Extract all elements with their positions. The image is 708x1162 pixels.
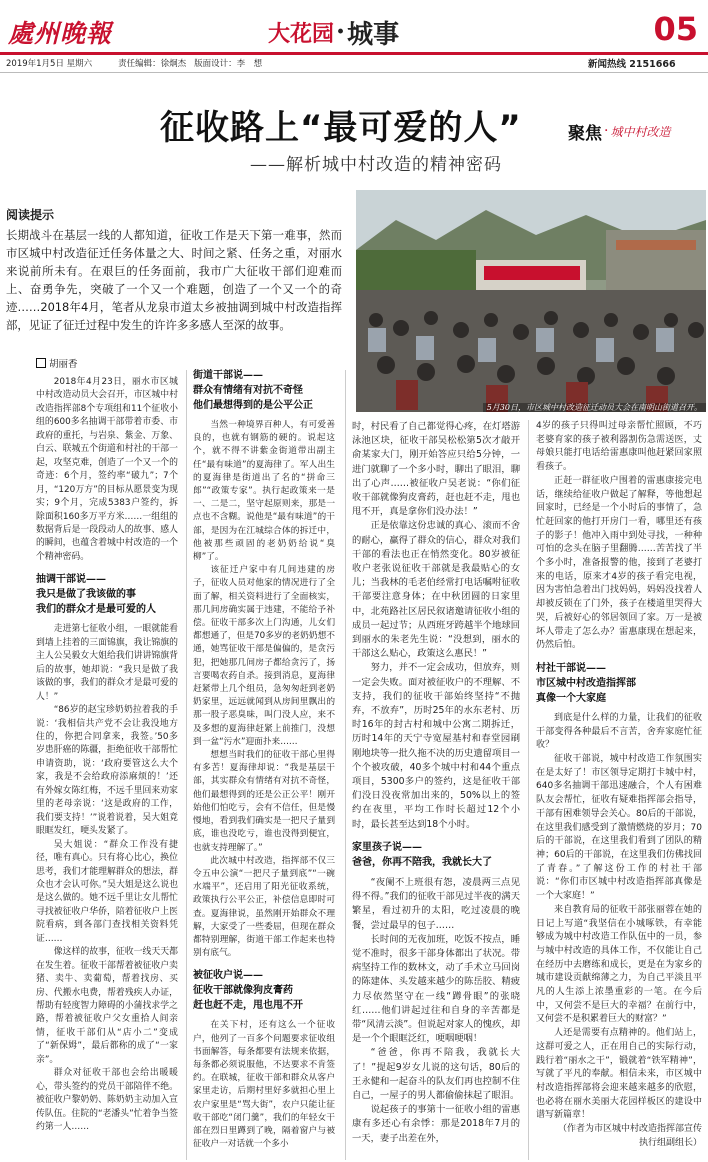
- headline: 征收路上“最可爱的人”: [160, 108, 522, 148]
- paragraph: 正赶一群征收户围着的雷惠康接完电话，继续给征收户做起了解释，等他想起回家时，已经是一个小时后的事情了，急忙赶回家的他打开房门一看，哪里还有孩子的影子！他冲入雨中到处寻找，一种种可怕的念头在脑子里翻腾……苦苦找了半个多小时，准备报警的他，接到了老婆打来的电话，原来才4岁的孩子看完电视，因为害怕急着出门找妈妈，妈妈没找着人却被反锁在了门外，孩子在楼道里哭得大哭，后被好心的邻居领回了家。万一是被坏人带走了怎么办？雷惠康现在想起来，仍然后怕。: [536, 475, 702, 651]
- paragraph: 说起孩子的事第十一征收小组的雷惠康有多还心有余悸：那是2018年7月的一天，妻子出差在外，: [352, 1104, 520, 1144]
- paragraph: 时，村民看了自己都觉得心疼，在灯塔游泳池区块，征收干部吴松松第5次才敲开俞某家大门，刚开始答应只给5分钟，一进门就聊了一个多小时，聊出了眼泪，聊出了心声……被征收户吴老说：“你们征收干部就像狗皮膏药，赶也赶不走，甩也甩不开，真是拿你们没办法！”: [352, 421, 520, 518]
- paragraph: “爸爸，你再不陪我，我就长大了！”提起9岁女儿说的这句话，80后的王永健和一起奋斗的队友们再也控制不住自己，一屋子的男人都偷偷抹起了眼泪。: [352, 1047, 520, 1101]
- paragraph: 人还是需要有点精神的。他们站上，这群可爱之人，正在用自己的实际行动，践行着“丽水之干”，锻就着“铁军精神”，写就了平凡的奉献。相信未来，市区城中村改造指挥部将会迎来越来越多的欣慰，也必将在丽水美丽大花园样板区的建设中谱写新篇章！: [536, 1028, 702, 1121]
- intro-text: 长期战斗在基层一线的人都知道，征收工作是天下第一难事，然而市区城中村改造征迁任务体量之大、时间之紧、任务之重，对丽水来说前所未有。在艰巨的任务面前，我市广大征收干部们迎难而上、奋勇争先，突破了一个又一个难题，创造了一个又一个的奇迹……2018年4月，笔者从龙泉市道太乡被抽调到城中村改造指挥部，见证了征迁过程中发生的许许多多感人至深的故事。: [6, 228, 342, 332]
- paragraph: 长时间的无夜加班，吃饭不按点，睡觉不准时，很多干部身体都出了状况。带病坚持工作的数林文，动了手术立马回岗的陈建体、头发越来越少的陈岳胶、精疲力尽依然坚守在一线“蹲骨眼”的张晓红……他们讲起过往和自身的辛苦都是带“风清云淡”。但说起对家人的愧疚，却是一个个眼眶泛红，哽咽哽咽！: [352, 933, 520, 1045]
- editor-credit: 责任编辑：徐炯杰: [118, 59, 187, 69]
- column-3: [352, 420, 520, 1146]
- subheadline: ——解析城中村改造的精神密码: [250, 155, 502, 175]
- column-divider: [345, 370, 346, 1160]
- page-number: 05: [653, 10, 698, 48]
- section-heading: 家里孩子说—— 爸爸，你再不陪我，我就长大了: [352, 841, 492, 868]
- intro-label: 阅读提示: [6, 208, 55, 222]
- paragraph: 2018年4月23日，丽水市区城中村改造动员大会召开，市区城中村改造指挥部8个专项组和11个征收小组的600多名抽调干部带着市委、市政府的重托，与岩泉、紫金、万象、白云、联城五个街道和村社的干部一起，攻坚克难，创造了一个又一个的奇迹：6个月，签约率“破九”；7个月，“120万方”的目标从愿景变为现实；9个月，完成5383户签约，拆除面积160多万平方米……一组组的数据背后是一段段动人的故事、感人的瞬间，也蕴含着城中村改造的一个个精神密码。: [36, 377, 178, 562]
- issue-date: 2019年1月5日 星期六: [6, 59, 93, 69]
- news-photo: [356, 190, 706, 412]
- topic-badge-sep: ·: [604, 123, 609, 139]
- paragraph: 4岁的孩子只得叫过母亲帮忙照顾，不巧老婆育家的孩子被利器割伤急需送医，丈母娘只能打电话给雷惠康叫他赶紧回家照看孩子。: [536, 421, 702, 473]
- column-divider: [186, 370, 187, 1160]
- meta-row: [6, 56, 706, 70]
- paragraph: 到底是什么样的力量，让我们的征收干部变得各种最后不言苦，舍弃家庭忙征收？: [536, 712, 702, 751]
- section-title: [268, 12, 399, 52]
- paragraph: “86岁的赵宝珍奶奶拉着我的手说：‘我相信共产党不会让我没地方住的，你把合同拿来，我签。’50多岁患肝癌的陈疆，拒绝征收干部帮忙申请资助，说：‘政府要管这么大个家，我是不会给政府添麻烦的！’还有外嫁女陈红梅，不远千里回来劝家里的老母亲说：‘这是政府的工作，我们要支持！’”说着说着，吴大姐竟眼眶发红，哽头发紧了。: [36, 705, 178, 837]
- photo-caption-text: 5月30日，市区城中村改造征迁动员大会在南明山街道召开。: [483, 403, 706, 412]
- paragraph: 征收干部说，城中村改造工作氛围实在是太好了！市区领导定期打卡城中村，640多名抽调干部迅速融合，个人有困难队友会帮忙，征收有疑难指挥部会指导，干部有困难领导会关心。80后的干部说，在这里我们感受到了激情燃烧的岁月；70后的干部说，在这里我们看到了团队的精神；60后的干部说，在这里我们仿佛找回了青春。”了解这份工作的村社干部说：“你们市区城中村改造指挥部真像是一个大家庭！”: [536, 754, 702, 902]
- paragraph: 当然一种境界百种人，有可爱善良的，也就有钢筋的硬的。说起这个，就不得不讲紫金街道带出副主任“最有味道”的夏海律了。军人出生的夏海律是街道出了名的“拼命三郎”“政策专家”。执行起政策来一是一、二是二，坚守起原则来，那是一点也不含糊。说他是“最有味道”的干部，是因为在江城综合体的拆迁中，他被那些顽固的老奶奶给说“臭柳”了。: [193, 420, 335, 563]
- topic-badge: [568, 120, 700, 142]
- paragraph: 在关下村，还有这么一个征收户，他列了一百多个问题要求征收组书面解答，每条都要有法规来依据，每条都必须说服他，不达要求不肯签约。在联城，征收干部和群众从客户家里走访，后期村里好多就担心里上农户家里是“骂大街”，农户只能让征收干部吃“闭门羹”，我们的年轻女干部在烈日里蹲到了晚，隔着窗户与被征收户一对话就一个多小: [193, 1020, 335, 1150]
- paragraph: 想想当时我们的征收干部心里得有多苦！夏海律却说：“我是基层干部，其实群众有情绪有对抗不奇怪，他们最想得到的还是公正公平！刚开始他们怕吃亏，会有不信任，但是慢慢地，看到我们确实是一把尺子量到底，谁也没吃亏，谁也没得到便宜，也就支持理解了。”: [193, 750, 335, 853]
- newspaper-logo: 處州晚報: [8, 19, 113, 48]
- paragraph: 走进第七征收小组，一眼就能看到墙上挂着的三面锦旗，我让锦旗的主人公吴毅女大姐给我们讲讲锦旗背后的故事，她却说：“我只是做了我该做的事，我们的群众才是最可爱的人！”: [36, 624, 178, 702]
- paragraph: 群众对征收干部也会给出暖暖心，带头签约的党员干部陪伴不绝。被征收户黎奶奶、陈奶奶主动加入宣传队伍。住院的“老潘头”忙着争当签约第一人……: [36, 1068, 178, 1133]
- column-divider: [528, 420, 529, 1160]
- section-heading: 被征收户说—— 征收干部就像狗皮膏药 赶也赶不走，甩也甩不开: [193, 970, 303, 1012]
- column-2: [193, 368, 335, 1151]
- paragraph: 像这样的故事，征收一线天天都在发生着。征收干部帮着被征收户卖猪、卖牛、卖葡萄，帮着找房、买房、代搬水电费，帮着残疾人办证，帮助有轻度智力障碍的小蒲找求学之路，帮着被征收户父女重拾人间亲情，征收干部们从“店小二”变成了“新保姆”，最后都称的成了“一家亲”。: [36, 947, 178, 1065]
- photo-caption: [356, 402, 706, 414]
- designer-credit: 版面设计：李 想: [194, 59, 263, 69]
- paragraph: 正是依靠这份忠诚的真心、滚而不舍的耐心，赢得了群众的信心，群众对我们干部的看法也正在悄然变化。80岁被征收户老张说征收干部就是我最贴心的女儿；当我林的毛老伯经常打电话嘱咐征收干部要注意身体；在中秋团圆的日家里中，北苑路社区居民叙诸邀请征收小组的成员一起过节；从西班牙跨越半个地球回到丽水的朱老先生说：“没想到，丽水的干部这么贴心，政策这么惠民！”: [352, 520, 520, 660]
- topic-badge-b: 城中村改造: [610, 124, 671, 139]
- paragraph: 该征迁户家中有几间违建的房子，征收人员对他家的情况进行了全面了解，相关资料进行了全面核实，那几间房确实属于违建，不能给予补偿。征收干部多次上门沟通，儿女们都想通了，但是70多岁的老奶奶想不通，她骂征收干部是偏偏的，是贪污犯，把她那几间房子都给贪污了，扬言要喝农药自杀。接到消息，夏海律赶紧带上几个组员，急匆匆赶到老奶奶家里，远远就闻到从房间里飘出的那一股子恶臭味，叫门没人应，来不及多想的夏海律赶紧上前推门，没想到一盆“污水”迎面扑来……: [193, 565, 335, 747]
- column-4: [536, 420, 702, 1150]
- news-hotline: 新闻热线 2151666: [588, 59, 676, 70]
- section-heading: 街道干部说—— 群众有情绪有对抗不奇怪 他们最想得到的是公平公正: [193, 370, 313, 411]
- column-1: [36, 376, 178, 1135]
- author-note: （作者为市区城中村改造指挥部宣传执行组副组长）: [557, 1124, 702, 1148]
- section-title-sep: ·: [336, 17, 346, 47]
- byline-author: 胡丽香: [49, 359, 78, 370]
- section-heading: 抽调干部说—— 我只是做了我该做的事 我们的群众才是最可爱的人: [36, 574, 156, 616]
- section-title-a: 大花园: [268, 21, 335, 47]
- paragraph: 此次城中村改造，指挥部不仅三令五申公演“一把尺子量到底”“一碗水端平”，还启用了阳光征收系统，政策执行公平公正，补偿信息即时可查。夏海律说，虽然刚开始群众不理解，大家受了一些委屈，但现在群众都特别理解，街道干部工作起来也特别有底气。: [193, 855, 335, 959]
- masthead-rule: [0, 52, 708, 55]
- byline: [36, 356, 78, 370]
- section-heading: 村社干部说—— 市区城中村改造指挥部 真像一个大家庭: [536, 662, 636, 704]
- topic-badge-a: 聚焦: [568, 123, 602, 144]
- byline-square-icon: [36, 358, 46, 368]
- paragraph: 吴大姐说：“群众工作没有捷径，唯有真心。只有将心比心，换位思考，我们才能理解群众的想法，群众也才会认可你。”吴大姐是这么说也是这么做的。她不远千里让女儿帮忙寻找被征收户华侨，陪着征收户上医院看病，到各部门查找相关资料凭证……: [36, 839, 178, 944]
- paragraph: “夜阑不上班很有怨，凌晨两三点见得不得。”我们的征收干部见过半夜的满天繁星，看过初升的太阳，吃过凌晨的晚餐，尝过最早的包子……: [352, 876, 520, 931]
- section-title-b: 城事: [347, 19, 400, 50]
- meta-rule: [0, 72, 708, 73]
- paragraph: 努力，并不一定会成功，但放弃，则一定会失败。面对被征收户的不理解、不支持，我们的征收干部始终坚持“不抛弃，不放弃”，历时25年的水东老村、历时16年的封古村和城中公寓二期拆迁，历时14年的天宁寺宽屋基村和春堂园刷刚地块等一批久拖不决的历史遗留项目一个个被攻破，40多个城中村和44个重点项目，5300多户的签约，这是征收干部们没日没夜常加出来的，50%以上的签约在夜里，平均工作时长超过12个小时，最长甚至达到18个小时。: [352, 662, 520, 830]
- photo-illustration: [356, 190, 706, 412]
- paragraph: 来自教育局的征收干部张丽蓉在她的日记上写道“我坚信在小城啄铁，有幸能够成为城中村改造工作队伍中的一员，参与城中村改造的具体工作，不仅能让自己在经历中去磨练和成长，更是在为家乡的城市建设贡献绵薄之力，为自己平淡且平凡的人生添上浓墨重彩的一笔。在今后中，又何尝不是巨大的幸福？在前行中，又何尝不是积累着巨大的财富？”: [536, 904, 702, 1025]
